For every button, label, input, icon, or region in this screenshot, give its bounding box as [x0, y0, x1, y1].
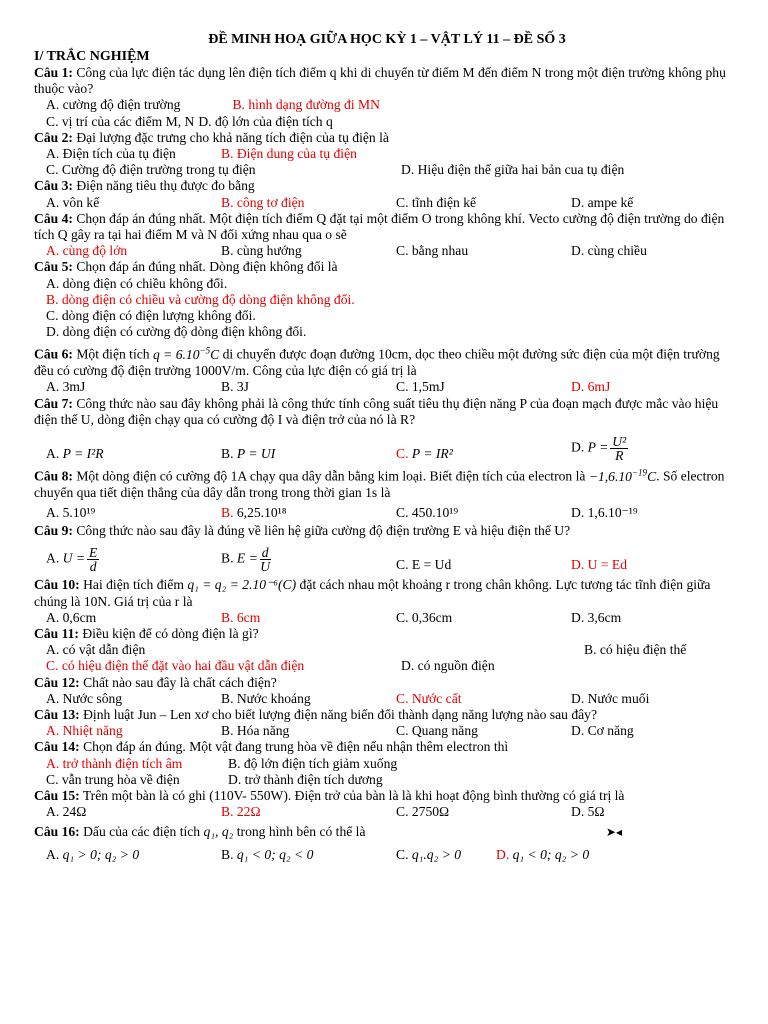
question-text: Chọn đáp án đúng nhất. Dòng điện không đổi là: [76, 259, 338, 275]
option-b[interactable]: B. cùng hướng: [221, 243, 302, 259]
option-a[interactable]: A. dòng điện có chiều không đổi.: [46, 275, 228, 291]
options-row: [34, 379, 740, 395]
option-d[interactable]: D. 1,6.10⁻¹⁹: [571, 504, 638, 520]
question-label: Câu 14:: [34, 739, 80, 755]
question-text: Chọn đáp án đúng nhất. Một điện tích điểm Q đặt tại một điểm O trong không khí. Vecto cường độ điện trường do điện tích Q gây ra tại hai điểm M và N đối xứng nhau qua o sẽ: [34, 210, 725, 243]
option-a[interactable]: A. 5.10¹⁹: [46, 504, 96, 520]
options-row: [34, 658, 740, 674]
question-8: [34, 464, 740, 501]
options-row: [34, 162, 740, 178]
option-c[interactable]: C. Nước cất: [396, 690, 462, 706]
question-text: Hai điện tích điểm: [83, 577, 184, 593]
question-text: Đại lượng đặc trưng cho khả năng tích điện của tụ điện là: [76, 129, 389, 145]
question-5: [34, 259, 740, 275]
option-b[interactable]: B. Điện dung của tụ điện: [221, 146, 357, 162]
question-9: [34, 523, 740, 539]
question-label: Câu 5:: [34, 259, 73, 275]
charge-formula: $q = 6.10^{-5}C$: [152, 345, 220, 362]
option-c[interactable]: C. 450.10¹⁹: [396, 504, 459, 520]
question-text: Dấu của các điện tích: [83, 824, 201, 840]
question-text: trong hình bên có thể là: [236, 824, 366, 840]
option-a[interactable]: A. Nhiệt năng: [46, 723, 123, 739]
option-a[interactable]: A. có vật dẫn điện: [46, 642, 146, 658]
question-text: Chất nào sau đây là chất cách điện?: [83, 674, 277, 690]
option-b[interactable]: B. Nước khoáng: [221, 690, 311, 706]
option-d[interactable]: D. có nguồn điện: [401, 658, 495, 674]
option-d[interactable]: D. ampe kế: [571, 194, 634, 210]
charges-symbol: q₁, q₂: [203, 824, 234, 840]
question-text: đặt cách nhau một khoảng r trong chân không. Lực tương tác tĩnh điện giữa chúng là 10N. Giá trị của r là: [34, 577, 711, 609]
options-row: [34, 847, 740, 863]
options-row: [34, 243, 740, 259]
options-row: [34, 428, 740, 462]
question-11: [34, 626, 740, 642]
options-row: [34, 691, 740, 707]
option-c[interactable]: C. P = IR²: [396, 445, 453, 461]
question-label: Câu 2:: [34, 129, 73, 145]
option-d[interactable]: D. trở thành điện tích dương: [228, 771, 383, 787]
options-row: [34, 195, 740, 211]
option-c[interactable]: C. 0,36cm: [396, 609, 453, 625]
option-c[interactable]: C. dòng điện có điện lượng không đổi.: [46, 308, 256, 324]
option-b[interactable]: B. Hóa năng: [221, 723, 290, 739]
options-row: [34, 97, 740, 113]
question-14: [34, 739, 740, 755]
question-label: Câu 15:: [34, 787, 80, 803]
option-a[interactable]: A. Điện tích của tụ điện: [46, 146, 176, 162]
option-d[interactable]: D. Hiệu điện thế giữa hai bản cua tụ điện: [401, 162, 625, 178]
question-16: [34, 824, 740, 840]
question-label: Câu 4:: [34, 210, 73, 226]
question-label: Câu 12:: [34, 674, 80, 690]
question-7: [34, 396, 740, 428]
options-row: [34, 324, 740, 340]
option-a[interactable]: A. 3mJ: [46, 379, 86, 395]
option-d[interactable]: D. U = Ed: [571, 557, 627, 573]
option-c[interactable]: C. 1,5mJ: [396, 379, 445, 395]
question-label: Câu 13:: [34, 706, 80, 722]
options-row: [34, 772, 740, 788]
option-b[interactable]: B. 6,25.10¹⁸: [221, 504, 287, 520]
option-d[interactable]: D. độ lớn của điện tích q: [198, 113, 333, 129]
options-row: [34, 756, 740, 772]
option-a[interactable]: A. 24Ω: [46, 804, 87, 820]
option-d[interactable]: D. 3,6cm: [571, 609, 622, 625]
option-c[interactable]: C. 2750Ω: [396, 804, 450, 820]
options-row: [34, 804, 740, 820]
option-b[interactable]: B. độ lớn điện tích giảm xuống: [228, 755, 398, 771]
question-label: Câu 8:: [34, 468, 73, 484]
question-text: Chọn đáp án đúng. Một vật đang trung hòa về điện nếu nhận thêm electron thì: [83, 739, 509, 755]
option-c[interactable]: C. Quang năng: [396, 723, 478, 739]
options-row: [34, 308, 740, 324]
option-d[interactable]: D. q₁ < 0; q₂ > 0: [496, 846, 590, 862]
option-b[interactable]: B. có hiệu điện thế: [584, 642, 687, 658]
question-text: di chuyển được đoạn đường 10cm, dọc theo chiều một đường sức điện của một điện trường đều có cường độ điện trường 1000V/m. Công của lực điện có giá trị là: [34, 346, 720, 379]
option-d[interactable]: D. cùng chiều: [571, 243, 647, 259]
option-d[interactable]: D. P = $\frac{\text{U²}}{R}$: [571, 434, 627, 463]
question-10: [34, 577, 740, 609]
question-2: [34, 130, 740, 146]
question-label: Câu 3:: [34, 178, 73, 194]
option-c[interactable]: C. Cường độ điện trường trong tụ điện: [46, 162, 256, 178]
electron-charge: $-1,6.10^{-19}C$: [588, 467, 657, 484]
option-c[interactable]: C. bằng nhau: [396, 243, 469, 259]
question-label: Câu 16:: [34, 824, 80, 840]
option-a[interactable]: A. Nước sông: [46, 690, 123, 706]
question-text: Điều kiện để có dòng điện là gì?: [82, 625, 259, 641]
option-b[interactable]: B. công tơ điện: [221, 194, 305, 210]
fraction: $\frac{d}{U}$: [260, 545, 271, 575]
option-a[interactable]: A. q₁ > 0; q₂ > 0: [46, 846, 140, 862]
options-row: [34, 114, 740, 130]
options-row: [34, 610, 740, 626]
question-1: [34, 65, 740, 97]
options-row: [34, 505, 740, 521]
question-text: . Số electron chuyển qua tiết diện thẳng của dây dẫn trong trong thời gian 1s là: [34, 468, 725, 500]
option-a[interactable]: A. trở thành điện tích âm: [46, 755, 183, 771]
section-heading: I/ TRẮC NGHIỆM: [34, 49, 150, 64]
question-text: Công của lực điện tác dụng lên điện tích điểm q khi di chuyển từ điểm M đến điểm N trong một điện trường không phụ thuộc vào?: [34, 65, 726, 97]
option-b[interactable]: B. 6cm: [221, 609, 261, 625]
option-d[interactable]: D. 5Ω: [571, 804, 605, 820]
option-d[interactable]: D. Cơ năng: [571, 723, 634, 739]
option-b[interactable]: B. 3J: [221, 379, 249, 395]
option-b[interactable]: B. E = $\frac{d}{U}$: [221, 545, 271, 575]
option-d[interactable]: D. Nước muối: [571, 690, 650, 706]
option-a[interactable]: A. 0,6cm: [46, 609, 97, 625]
option-a[interactable]: A. cường độ điện trường: [46, 97, 181, 113]
option-c[interactable]: C. E = Ud: [396, 557, 452, 573]
option-b[interactable]: B. P = UI: [221, 445, 276, 461]
options-row: [34, 146, 740, 162]
charge-formula: q₁ = q₂ = 2.10⁻⁶(C): [187, 577, 297, 593]
question-text: Một dòng điện có cường độ 1A chạy qua dây dẫn bằng kim loại. Biết điện tích của electron là: [76, 468, 586, 484]
option-c[interactable]: C. có hiệu điện thế đặt vào hai đầu vật dẫn điện: [46, 658, 305, 674]
question-label: Câu 9:: [34, 523, 73, 539]
option-b[interactable]: B. 22Ω: [221, 804, 261, 820]
question-text: Một điện tích: [76, 346, 150, 362]
option-d[interactable]: D. dòng điện có cường độ dòng điện không đổi.: [46, 324, 307, 340]
question-label: Câu 7:: [34, 395, 73, 411]
question-13: [34, 707, 740, 723]
option-b[interactable]: B. dòng điện có chiều và cường độ dòng điện không đổi.: [46, 291, 355, 307]
question-4: [34, 211, 740, 243]
question-text: Công thức nào sau đây là đúng về liên hệ giữa cường độ điện trường E và hiệu điện thế U?: [76, 523, 571, 539]
question-label: Câu 11:: [34, 625, 79, 641]
question-label: Câu 10:: [34, 577, 80, 593]
fraction: $\frac{\text{U²}}{R}$: [612, 434, 627, 463]
question-text: Công thức nào sau đây không phải là công thức tính công suất tiêu thụ điện năng P của đoạn mạch được mắc vào hiệu điện thế U, dòng điện chạy qua có cường độ I và điện trở của nó là R?: [34, 395, 719, 427]
option-c[interactable]: C. vẫn trung hòa về điện: [46, 771, 180, 787]
options-row: [34, 723, 740, 739]
option-d[interactable]: D. 6mJ: [571, 379, 611, 395]
question-text: Định luật Jun – Len xơ cho biết lượng điện năng biến đổi thành dạng năng lượng nào sau đây?: [83, 706, 597, 722]
options-row: [34, 539, 740, 573]
option-a[interactable]: A. vôn kế: [46, 194, 100, 210]
question-label: Câu 1:: [34, 65, 73, 80]
option-b[interactable]: B. q₁ < 0; q₂ < 0: [221, 846, 314, 862]
option-c[interactable]: C. q₁.q₂ > 0: [396, 846, 462, 862]
fraction: $\frac{E}{d}$: [89, 545, 98, 575]
option-b[interactable]: B. hình dạng đường đi MN: [232, 97, 380, 113]
options-row: [34, 642, 740, 658]
exam-title: ĐỀ MINH HOẠ GIỮA HỌC KỲ 1 – VẬT LÝ 11 – ĐỀ SỐ 3: [208, 32, 566, 47]
question-3: [34, 178, 740, 194]
question-6: [34, 342, 740, 379]
option-a[interactable]: A. cùng độ lớn: [46, 243, 128, 259]
question-text: Trên một bàn là có ghi (110V- 550W). Điện trở của bàn là là khi hoạt động bình thường có giá trị là: [82, 787, 625, 803]
question-text: Điện năng tiêu thụ được đo bằng: [76, 178, 255, 194]
question-15: [34, 788, 740, 804]
question-label: Câu 6:: [34, 346, 73, 362]
option-c[interactable]: C. tĩnh điện kế: [396, 194, 477, 210]
options-row: [34, 276, 740, 292]
question-12: [34, 675, 740, 691]
option-c[interactable]: C. vị trí của các điểm M, N: [46, 113, 195, 129]
option-a[interactable]: A. P = I²R: [46, 445, 104, 461]
field-lines-figure: ➤◂: [605, 825, 622, 840]
options-row: [34, 292, 740, 308]
option-a[interactable]: A. U = $\frac{E}{d}$: [46, 545, 98, 575]
